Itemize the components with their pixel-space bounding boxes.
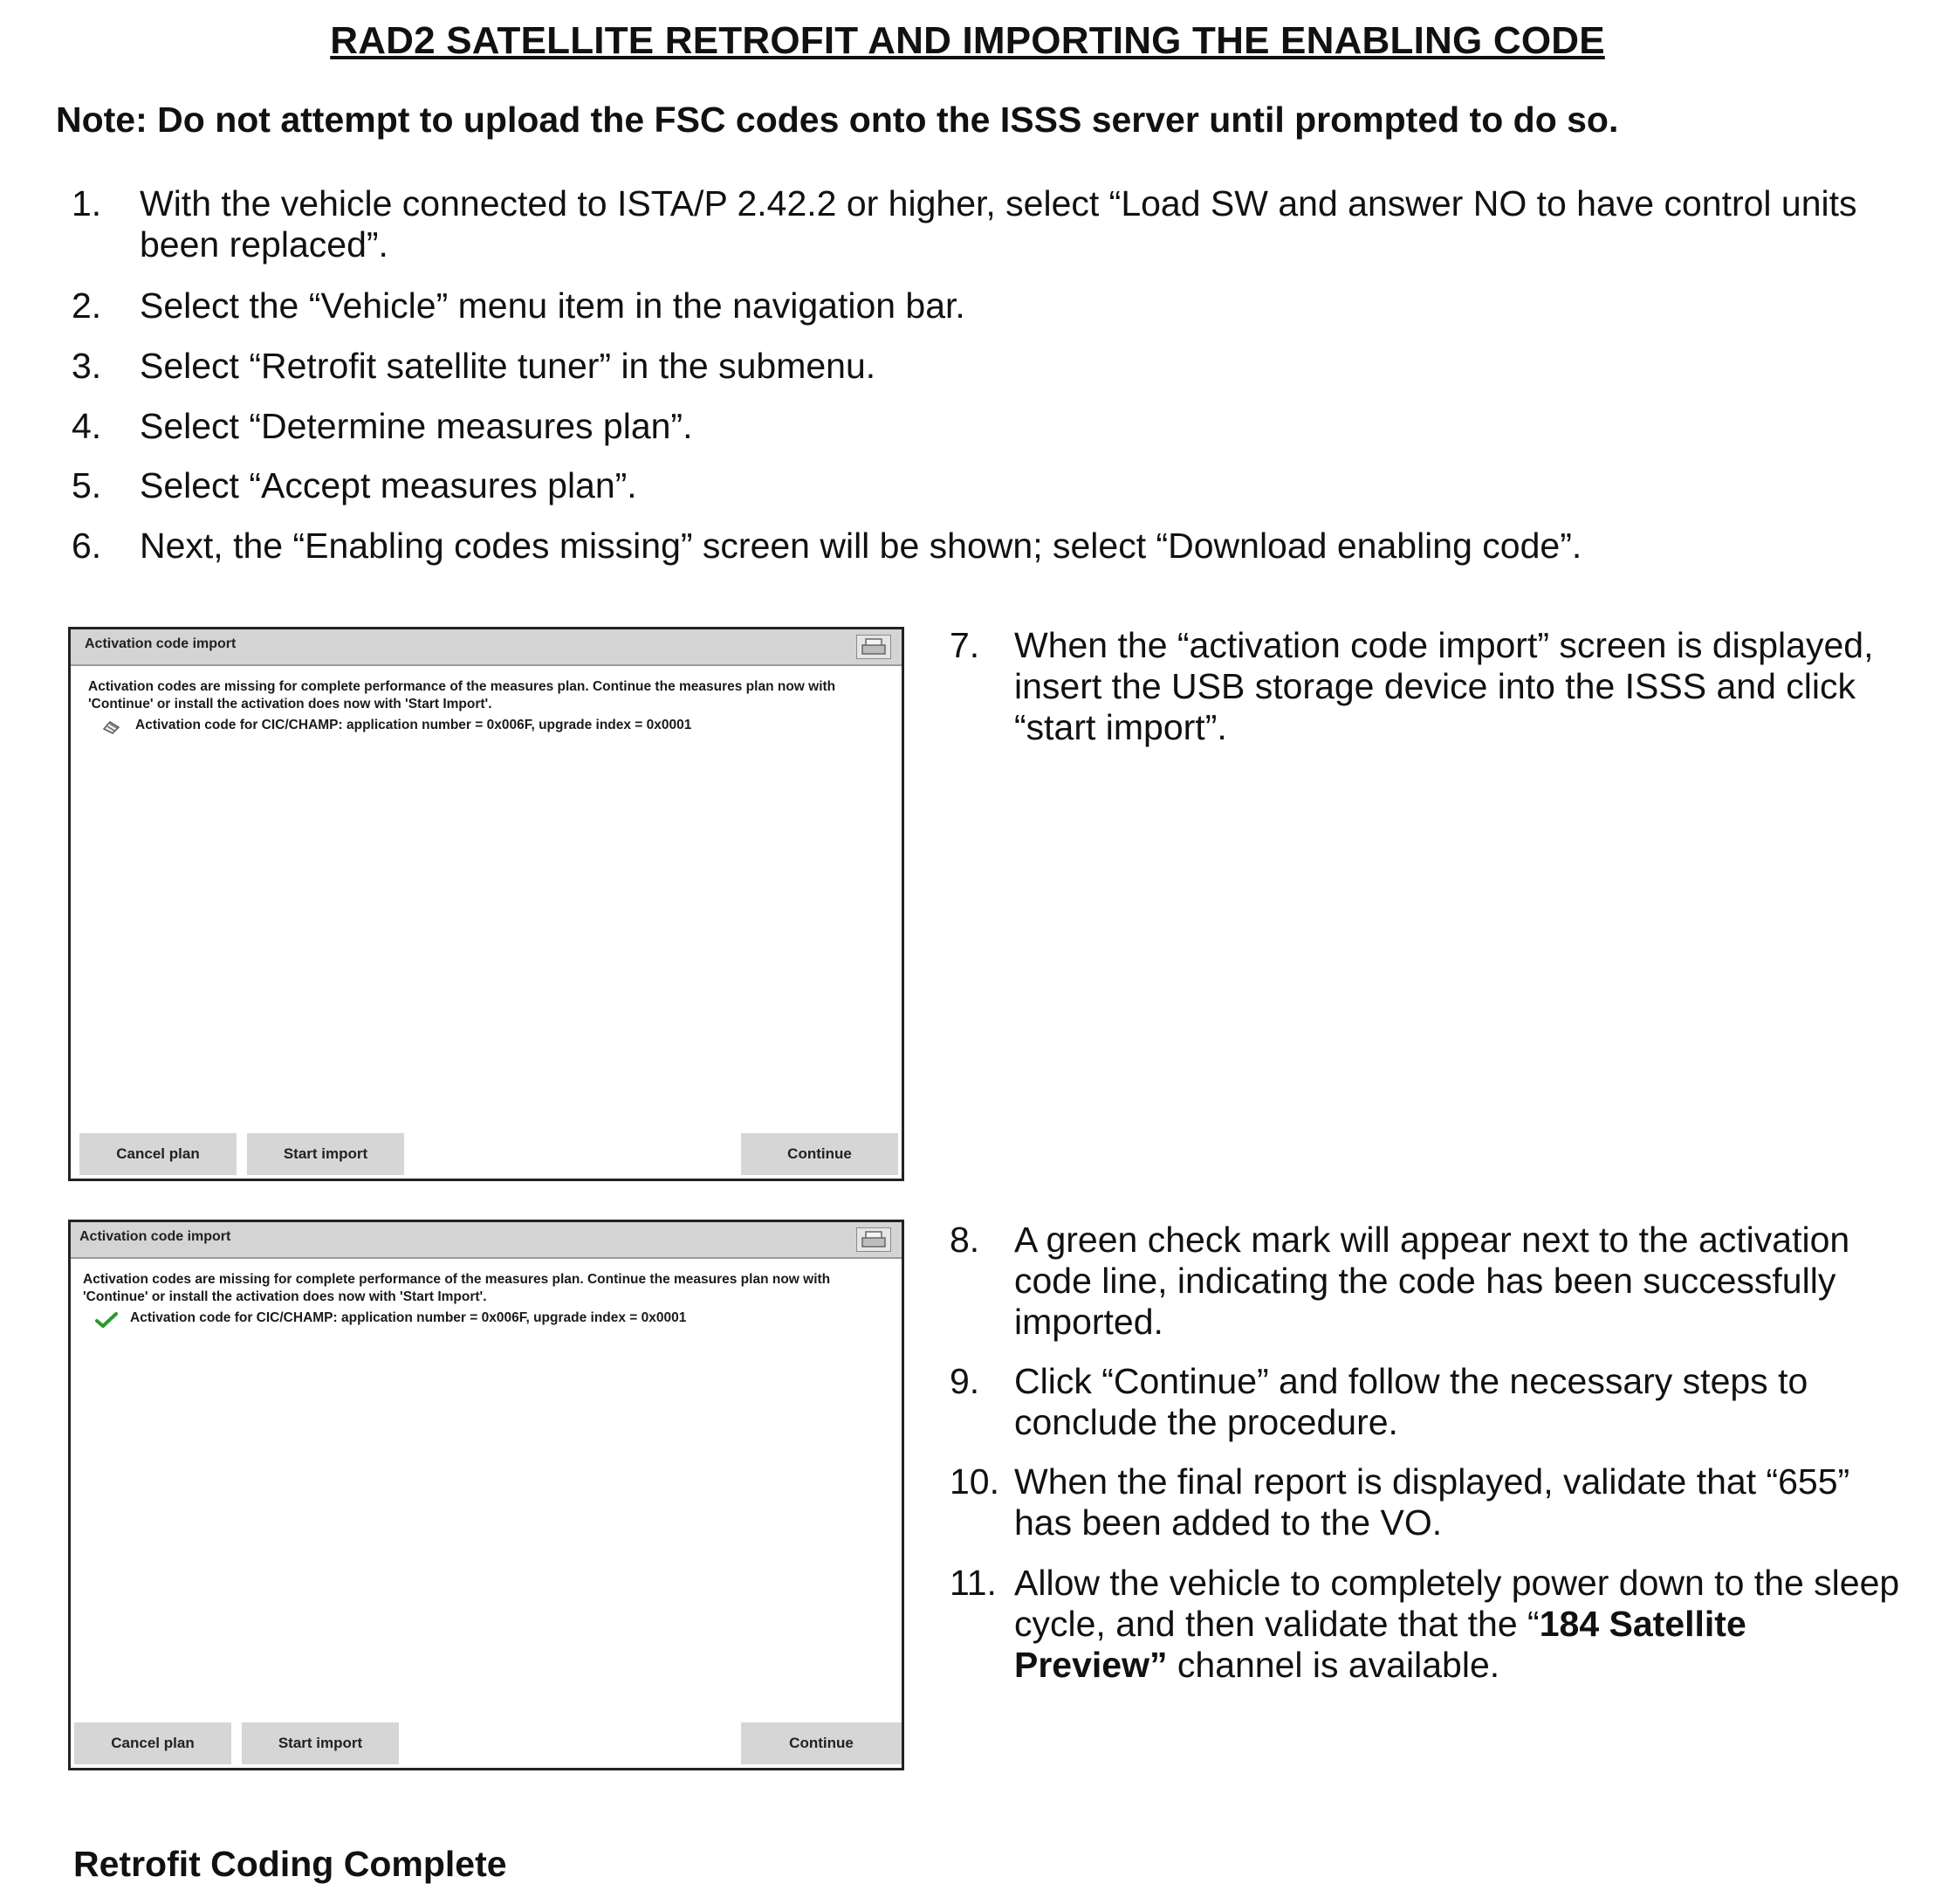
start-import-button[interactable]: Start import — [247, 1133, 404, 1175]
continue-button[interactable]: Continue — [741, 1722, 902, 1764]
activation-code-import-window-imported — [68, 1220, 904, 1770]
step-text — [1014, 1563, 1901, 1686]
step-11 — [950, 1563, 1901, 1686]
step-4 — [72, 406, 1887, 447]
check-icon — [83, 1309, 130, 1329]
document-title: RAD2 SATELLITE RETROFIT AND IMPORTING THE ENABLING CODE — [330, 19, 1605, 62]
step-7 — [950, 625, 1901, 748]
printer-icon[interactable] — [856, 635, 891, 659]
step-number: 7. — [950, 625, 980, 665]
step-number: 8. — [950, 1220, 980, 1260]
step-10 — [950, 1461, 1901, 1543]
step-text: When the “activation code import” screen is displayed, insert the USB storage device into the ISSS and click “start import”. — [1014, 625, 1874, 747]
cancel-plan-button[interactable]: Cancel plan — [74, 1722, 231, 1764]
step-text: Click “Continue” and follow the necessary steps to conclude the procedure. — [1014, 1361, 1808, 1442]
step-text: Next, the “Enabling codes missing” screen will be shown; select “Download enabling code”. — [140, 526, 1582, 566]
step-number: 6. — [72, 526, 102, 566]
step-1 — [72, 183, 1887, 265]
footer-heading: Retrofit Coding Complete — [73, 1844, 507, 1884]
step-2 — [72, 285, 1887, 326]
activation-code-line — [88, 717, 884, 734]
step-9 — [950, 1361, 1901, 1443]
step-text: Select the “Vehicle” menu item in the navigation bar. — [140, 285, 965, 326]
step-number: 11. — [950, 1563, 997, 1603]
printer-icon[interactable] — [856, 1227, 891, 1252]
window-body — [71, 666, 902, 746]
step-text: When the final report is displayed, validate that “655” has been added to the VO. — [1014, 1461, 1850, 1543]
step-number: 3. — [72, 346, 102, 386]
cancel-plan-button[interactable]: Cancel plan — [79, 1133, 237, 1175]
note: Note: Do not attempt to upload the FSC codes onto the ISSS server until prompted to do so. — [56, 100, 1619, 140]
window-message: Activation codes are missing for complete performance of the measures plan. Continue the measures plan now with 'Continue' or install the activation does now with 'Start Import'. — [88, 679, 836, 711]
step-5 — [72, 465, 1887, 506]
step-number: 1. — [72, 183, 102, 223]
step-text: With the vehicle connected to ISTA/P 2.42.2 or higher, select “Load SW and answer NO to have control units been replaced”. — [140, 183, 1857, 265]
step-text: Select “Retrofit satellite tuner” in the submenu. — [140, 346, 876, 386]
step-text-end: channel is available. — [1167, 1645, 1500, 1685]
window-body — [71, 1259, 902, 1341]
window-title: Activation code import — [79, 1229, 231, 1244]
start-import-button[interactable]: Start import — [242, 1722, 399, 1764]
step-text-start: Allow the vehicle to completely power down to the sleep cycle, and then validate that the “ — [1014, 1563, 1900, 1644]
step-6 — [72, 526, 1887, 567]
step-number: 9. — [950, 1361, 980, 1401]
activation-code-text: Activation code for CIC/CHAMP: application number = 0x006F, upgrade index = 0x0001 — [130, 1310, 687, 1325]
window-titlebar — [71, 1222, 902, 1259]
activation-code-text: Activation code for CIC/CHAMP: application number = 0x006F, upgrade index = 0x0001 — [135, 718, 692, 732]
step-3 — [72, 346, 1887, 387]
step-text: A green check mark will appear next to the activation code line, indicating the code has been successfully imported. — [1014, 1220, 1850, 1342]
step-number: 10. — [950, 1461, 999, 1502]
step-text: Select “Determine measures plan”. — [140, 406, 693, 446]
window-titlebar — [71, 629, 902, 666]
activation-code-line — [83, 1309, 884, 1329]
pending-icon — [88, 717, 135, 734]
step-number: 5. — [72, 465, 102, 505]
step-number: 2. — [72, 285, 102, 326]
window-title: Activation code import — [85, 636, 237, 651]
channel-name: 184 Satellite Preview” — [1014, 1604, 1746, 1685]
window-message: Activation codes are missing for complete performance of the measures plan. Continue the measures plan now with 'Continue' or install the activation does now with 'Start Import'. — [83, 1272, 831, 1304]
step-text: Select “Accept measures plan”. — [140, 465, 637, 505]
step-8 — [950, 1220, 1901, 1343]
continue-button[interactable]: Continue — [741, 1133, 898, 1175]
activation-code-import-window — [68, 627, 904, 1181]
step-number: 4. — [72, 406, 102, 446]
